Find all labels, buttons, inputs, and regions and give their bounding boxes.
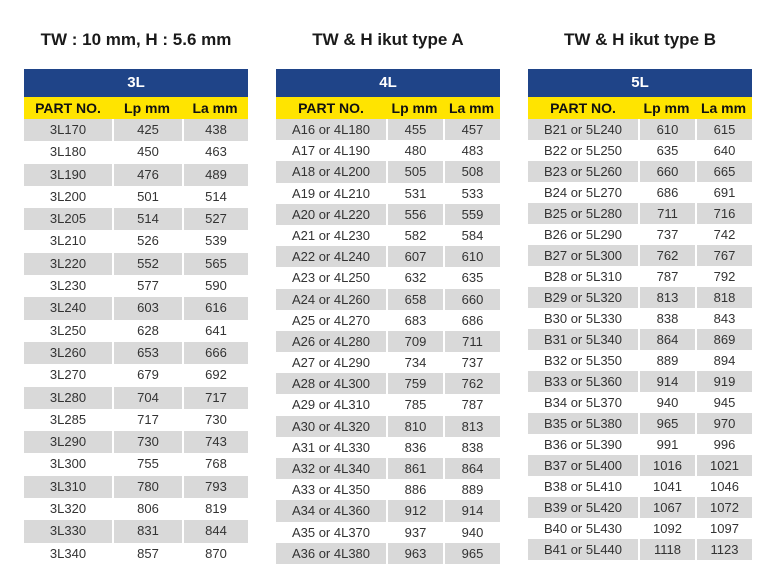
table-row <box>276 543 500 564</box>
part-number-cell: A35 or 4L370 <box>276 522 386 543</box>
part-number-cell: A23 or 4L250 <box>276 267 386 288</box>
la-mm-cell: 483 <box>443 140 500 161</box>
la-mm-cell: 844 <box>182 520 248 542</box>
heading-5l: TW & H ikut type B <box>563 30 717 49</box>
table-row <box>528 245 752 266</box>
part-number-cell: A36 or 4L380 <box>276 543 386 564</box>
lp-mm-cell: 501 <box>112 186 182 208</box>
table-row <box>24 275 248 297</box>
table-row <box>276 161 500 182</box>
lp-mm-cell: 607 <box>386 246 443 267</box>
column-header: La mm <box>192 100 238 116</box>
table-row <box>24 230 248 252</box>
part-number-cell: B32 or 5L350 <box>528 350 638 371</box>
lp-mm-cell: 686 <box>638 182 695 203</box>
la-mm-cell: 457 <box>443 119 500 140</box>
table-row <box>24 186 248 208</box>
lp-mm-cell: 425 <box>112 119 182 141</box>
la-mm-cell: 743 <box>182 431 248 453</box>
la-mm-cell: 610 <box>443 246 500 267</box>
part-number-cell: 3L320 <box>24 498 112 520</box>
la-mm-cell: 438 <box>182 119 248 141</box>
table-row <box>528 518 752 539</box>
part-number-cell: B22 or 5L250 <box>528 140 638 161</box>
lp-mm-cell: 810 <box>386 416 443 437</box>
la-mm-cell: 792 <box>695 266 752 287</box>
table-row <box>276 246 500 267</box>
table-row <box>276 183 500 204</box>
la-mm-cell: 691 <box>695 182 752 203</box>
table-row <box>276 500 500 521</box>
part-number-cell: B23 or 5L260 <box>528 161 638 182</box>
lp-mm-cell: 653 <box>112 342 182 364</box>
part-number-cell: A25 or 4L270 <box>276 310 386 331</box>
table-row <box>24 498 248 520</box>
table-row <box>276 522 500 543</box>
table-row <box>276 394 500 415</box>
la-mm-cell: 965 <box>443 543 500 564</box>
lp-mm-cell: 610 <box>638 119 695 140</box>
la-mm-cell: 584 <box>443 225 500 246</box>
part-number-cell: 3L340 <box>24 543 112 565</box>
part-number-cell: B37 or 5L400 <box>528 455 638 476</box>
table-row <box>528 455 752 476</box>
table-row <box>528 371 752 392</box>
lp-mm-cell: 711 <box>638 203 695 224</box>
lp-mm-cell: 806 <box>112 498 182 520</box>
la-mm-cell: 996 <box>695 434 752 455</box>
table-row <box>24 297 248 319</box>
part-number-cell: B39 or 5L420 <box>528 497 638 518</box>
la-mm-cell: 869 <box>695 329 752 350</box>
la-mm-cell: 559 <box>443 204 500 225</box>
table-row <box>528 161 752 182</box>
la-mm-cell: 616 <box>182 297 248 319</box>
part-number-cell: A21 or 4L230 <box>276 225 386 246</box>
la-mm-cell: 768 <box>182 453 248 475</box>
part-number-cell: A32 or 4L340 <box>276 458 386 479</box>
lp-mm-cell: 1041 <box>638 476 695 497</box>
table-row <box>24 387 248 409</box>
part-number-cell: 3L170 <box>24 119 112 141</box>
lp-mm-cell: 552 <box>112 253 182 275</box>
lp-mm-cell: 734 <box>386 352 443 373</box>
table-body <box>24 119 248 565</box>
part-number-cell: B38 or 5L410 <box>528 476 638 497</box>
la-mm-cell: 666 <box>182 342 248 364</box>
la-mm-cell: 717 <box>182 387 248 409</box>
part-number-cell: B29 or 5L320 <box>528 287 638 308</box>
table-title: 5L <box>528 69 752 97</box>
lp-mm-cell: 526 <box>112 230 182 252</box>
part-number-cell: B30 or 5L330 <box>528 308 638 329</box>
table-row <box>24 431 248 453</box>
part-number-cell: B28 or 5L310 <box>528 266 638 287</box>
table-5l <box>528 69 752 560</box>
part-number-cell: A28 or 4L300 <box>276 373 386 394</box>
table-row <box>24 364 248 386</box>
part-number-cell: 3L250 <box>24 320 112 342</box>
part-number-cell: B34 or 5L370 <box>528 392 638 413</box>
table-row <box>528 329 752 350</box>
lp-mm-cell: 1118 <box>638 539 695 560</box>
part-number-cell: B35 or 5L380 <box>528 413 638 434</box>
la-mm-cell: 742 <box>695 224 752 245</box>
lp-mm-cell: 730 <box>112 431 182 453</box>
la-mm-cell: 914 <box>443 500 500 521</box>
la-mm-cell: 514 <box>182 186 248 208</box>
lp-mm-cell: 963 <box>386 543 443 564</box>
lp-mm-cell: 450 <box>112 141 182 163</box>
part-number-cell: 3L285 <box>24 409 112 431</box>
la-mm-cell: 1123 <box>695 539 752 560</box>
la-mm-cell: 1046 <box>695 476 752 497</box>
la-mm-cell: 1097 <box>695 518 752 539</box>
part-number-cell: A26 or 4L280 <box>276 331 386 352</box>
la-mm-cell: 787 <box>443 394 500 415</box>
table-row <box>24 543 248 565</box>
table-row <box>528 539 752 560</box>
table-row <box>528 182 752 203</box>
table-row <box>276 437 500 458</box>
part-number-cell: A30 or 4L320 <box>276 416 386 437</box>
lp-mm-cell: 937 <box>386 522 443 543</box>
la-mm-cell: 1072 <box>695 497 752 518</box>
la-mm-cell: 762 <box>443 373 500 394</box>
lp-mm-cell: 737 <box>638 224 695 245</box>
la-mm-cell: 945 <box>695 392 752 413</box>
column-header: Lp mm <box>643 100 690 116</box>
la-mm-cell: 919 <box>695 371 752 392</box>
lp-mm-cell: 455 <box>386 119 443 140</box>
la-mm-cell: 767 <box>695 245 752 266</box>
part-number-cell: A27 or 4L290 <box>276 352 386 373</box>
lp-mm-cell: 864 <box>638 329 695 350</box>
lp-mm-cell: 1092 <box>638 518 695 539</box>
la-mm-cell: 970 <box>695 413 752 434</box>
table-row <box>528 392 752 413</box>
lp-mm-cell: 660 <box>638 161 695 182</box>
lp-mm-cell: 582 <box>386 225 443 246</box>
table-3l <box>24 69 248 565</box>
la-mm-cell: 463 <box>182 141 248 163</box>
lp-mm-cell: 889 <box>638 350 695 371</box>
lp-mm-cell: 861 <box>386 458 443 479</box>
table-row <box>528 266 752 287</box>
table-row <box>24 453 248 475</box>
lp-mm-cell: 658 <box>386 289 443 310</box>
part-number-cell: B26 or 5L290 <box>528 224 638 245</box>
part-number-cell: A33 or 4L350 <box>276 479 386 500</box>
lp-mm-cell: 831 <box>112 520 182 542</box>
table-row <box>528 224 752 245</box>
lp-mm-cell: 480 <box>386 140 443 161</box>
part-number-cell: A24 or 4L260 <box>276 289 386 310</box>
table-row <box>24 164 248 186</box>
lp-mm-cell: 635 <box>638 140 695 161</box>
column-header: PART NO. <box>298 100 364 116</box>
la-mm-cell: 660 <box>443 289 500 310</box>
table-title: 4L <box>276 69 500 97</box>
la-mm-cell: 870 <box>182 543 248 565</box>
lp-mm-cell: 838 <box>638 308 695 329</box>
lp-mm-cell: 603 <box>112 297 182 319</box>
la-mm-cell: 686 <box>443 310 500 331</box>
table-row <box>24 119 248 141</box>
part-number-cell: 3L300 <box>24 453 112 475</box>
lp-mm-cell: 785 <box>386 394 443 415</box>
column-header: PART NO. <box>550 100 616 116</box>
lp-mm-cell: 912 <box>386 500 443 521</box>
table-row <box>276 119 500 140</box>
table-row <box>276 331 500 352</box>
column-header: La mm <box>700 100 747 116</box>
table-row <box>276 416 500 437</box>
column-header: PART NO. <box>35 100 101 116</box>
part-number-cell: 3L230 <box>24 275 112 297</box>
la-mm-cell: 635 <box>443 267 500 288</box>
table-row <box>528 119 752 140</box>
lp-mm-cell: 709 <box>386 331 443 352</box>
table-body <box>276 119 500 564</box>
table-row <box>276 225 500 246</box>
la-mm-cell: 819 <box>182 498 248 520</box>
la-mm-cell: 533 <box>443 183 500 204</box>
lp-mm-cell: 762 <box>638 245 695 266</box>
la-mm-cell: 692 <box>182 364 248 386</box>
la-mm-cell: 665 <box>695 161 752 182</box>
lp-mm-cell: 1016 <box>638 455 695 476</box>
lp-mm-cell: 717 <box>112 409 182 431</box>
lp-mm-cell: 531 <box>386 183 443 204</box>
la-mm-cell: 508 <box>443 161 500 182</box>
la-mm-cell: 864 <box>443 458 500 479</box>
table-row <box>528 434 752 455</box>
la-mm-cell: 1021 <box>695 455 752 476</box>
lp-mm-cell: 679 <box>112 364 182 386</box>
part-number-cell: 3L240 <box>24 297 112 319</box>
table-row <box>276 204 500 225</box>
table-row <box>528 308 752 329</box>
column-header: La mm <box>448 100 495 116</box>
la-mm-cell: 813 <box>443 416 500 437</box>
part-number-cell: A34 or 4L360 <box>276 500 386 521</box>
lp-mm-cell: 914 <box>638 371 695 392</box>
lp-mm-cell: 577 <box>112 275 182 297</box>
la-mm-cell: 527 <box>182 208 248 230</box>
lp-mm-cell: 1067 <box>638 497 695 518</box>
la-mm-cell: 565 <box>182 253 248 275</box>
part-number-cell: B33 or 5L360 <box>528 371 638 392</box>
table-row <box>24 476 248 498</box>
part-number-cell: B41 or 5L440 <box>528 539 638 560</box>
table-row <box>276 140 500 161</box>
table-header <box>24 97 248 119</box>
lp-mm-cell: 476 <box>112 164 182 186</box>
la-mm-cell: 889 <box>443 479 500 500</box>
part-number-cell: A18 or 4L200 <box>276 161 386 182</box>
table-row <box>528 476 752 497</box>
la-mm-cell: 730 <box>182 409 248 431</box>
lp-mm-cell: 683 <box>386 310 443 331</box>
column-header: Lp mm <box>124 100 170 116</box>
part-number-cell: 3L310 <box>24 476 112 498</box>
lp-mm-cell: 755 <box>112 453 182 475</box>
la-mm-cell: 641 <box>182 320 248 342</box>
lp-mm-cell: 632 <box>386 267 443 288</box>
la-mm-cell: 894 <box>695 350 752 371</box>
part-number-cell: 3L210 <box>24 230 112 252</box>
la-mm-cell: 489 <box>182 164 248 186</box>
lp-mm-cell: 505 <box>386 161 443 182</box>
lp-mm-cell: 836 <box>386 437 443 458</box>
la-mm-cell: 640 <box>695 140 752 161</box>
part-number-cell: A16 or 4L180 <box>276 119 386 140</box>
table-row <box>528 140 752 161</box>
part-number-cell: B40 or 5L430 <box>528 518 638 539</box>
part-number-cell: 3L330 <box>24 520 112 542</box>
la-mm-cell: 838 <box>443 437 500 458</box>
table-row <box>276 289 500 310</box>
column-header: Lp mm <box>391 100 438 116</box>
table-row <box>528 203 752 224</box>
lp-mm-cell: 780 <box>112 476 182 498</box>
part-number-cell: B36 or 5L390 <box>528 434 638 455</box>
part-number-cell: B25 or 5L280 <box>528 203 638 224</box>
la-mm-cell: 843 <box>695 308 752 329</box>
part-number-cell: A20 or 4L220 <box>276 204 386 225</box>
table-row <box>276 479 500 500</box>
table-header <box>528 97 752 119</box>
part-number-cell: 3L260 <box>24 342 112 364</box>
lp-mm-cell: 628 <box>112 320 182 342</box>
table-row <box>24 342 248 364</box>
table-header <box>276 97 500 119</box>
la-mm-cell: 711 <box>443 331 500 352</box>
part-number-cell: 3L180 <box>24 141 112 163</box>
table-row <box>528 413 752 434</box>
table-row <box>528 497 752 518</box>
lp-mm-cell: 514 <box>112 208 182 230</box>
part-number-cell: A29 or 4L310 <box>276 394 386 415</box>
part-number-cell: 3L220 <box>24 253 112 275</box>
heading-3l: TW : 10 mm, H : 5.6 mm <box>40 30 232 49</box>
part-number-cell: A17 or 4L190 <box>276 140 386 161</box>
la-mm-cell: 615 <box>695 119 752 140</box>
lp-mm-cell: 886 <box>386 479 443 500</box>
lp-mm-cell: 991 <box>638 434 695 455</box>
la-mm-cell: 716 <box>695 203 752 224</box>
table-row <box>24 141 248 163</box>
part-number-cell: 3L205 <box>24 208 112 230</box>
part-number-cell: A22 or 4L240 <box>276 246 386 267</box>
table-row <box>276 310 500 331</box>
lp-mm-cell: 704 <box>112 387 182 409</box>
part-number-cell: B27 or 5L300 <box>528 245 638 266</box>
part-number-cell: B21 or 5L240 <box>528 119 638 140</box>
la-mm-cell: 940 <box>443 522 500 543</box>
part-number-cell: A31 or 4L330 <box>276 437 386 458</box>
table-4l <box>276 69 500 564</box>
table-row <box>528 287 752 308</box>
heading-4l: TW & H ikut type A <box>312 30 464 49</box>
part-number-cell: B24 or 5L270 <box>528 182 638 203</box>
lp-mm-cell: 759 <box>386 373 443 394</box>
part-number-cell: 3L290 <box>24 431 112 453</box>
part-number-cell: 3L270 <box>24 364 112 386</box>
table-row <box>24 253 248 275</box>
table-row <box>24 208 248 230</box>
part-number-cell: B31 or 5L340 <box>528 329 638 350</box>
part-number-cell: 3L280 <box>24 387 112 409</box>
lp-mm-cell: 940 <box>638 392 695 413</box>
part-number-cell: 3L200 <box>24 186 112 208</box>
lp-mm-cell: 965 <box>638 413 695 434</box>
la-mm-cell: 793 <box>182 476 248 498</box>
part-number-cell: 3L190 <box>24 164 112 186</box>
table-row <box>276 352 500 373</box>
table-row <box>24 520 248 542</box>
table-row <box>276 458 500 479</box>
part-number-cell: A19 or 4L210 <box>276 183 386 204</box>
table-title: 3L <box>24 69 248 97</box>
table-row <box>528 350 752 371</box>
table-row <box>24 320 248 342</box>
lp-mm-cell: 857 <box>112 543 182 565</box>
table-row <box>24 409 248 431</box>
la-mm-cell: 818 <box>695 287 752 308</box>
lp-mm-cell: 556 <box>386 204 443 225</box>
table-body <box>528 119 752 560</box>
lp-mm-cell: 787 <box>638 266 695 287</box>
table-row <box>276 267 500 288</box>
lp-mm-cell: 813 <box>638 287 695 308</box>
table-row <box>276 373 500 394</box>
la-mm-cell: 539 <box>182 230 248 252</box>
la-mm-cell: 590 <box>182 275 248 297</box>
la-mm-cell: 737 <box>443 352 500 373</box>
